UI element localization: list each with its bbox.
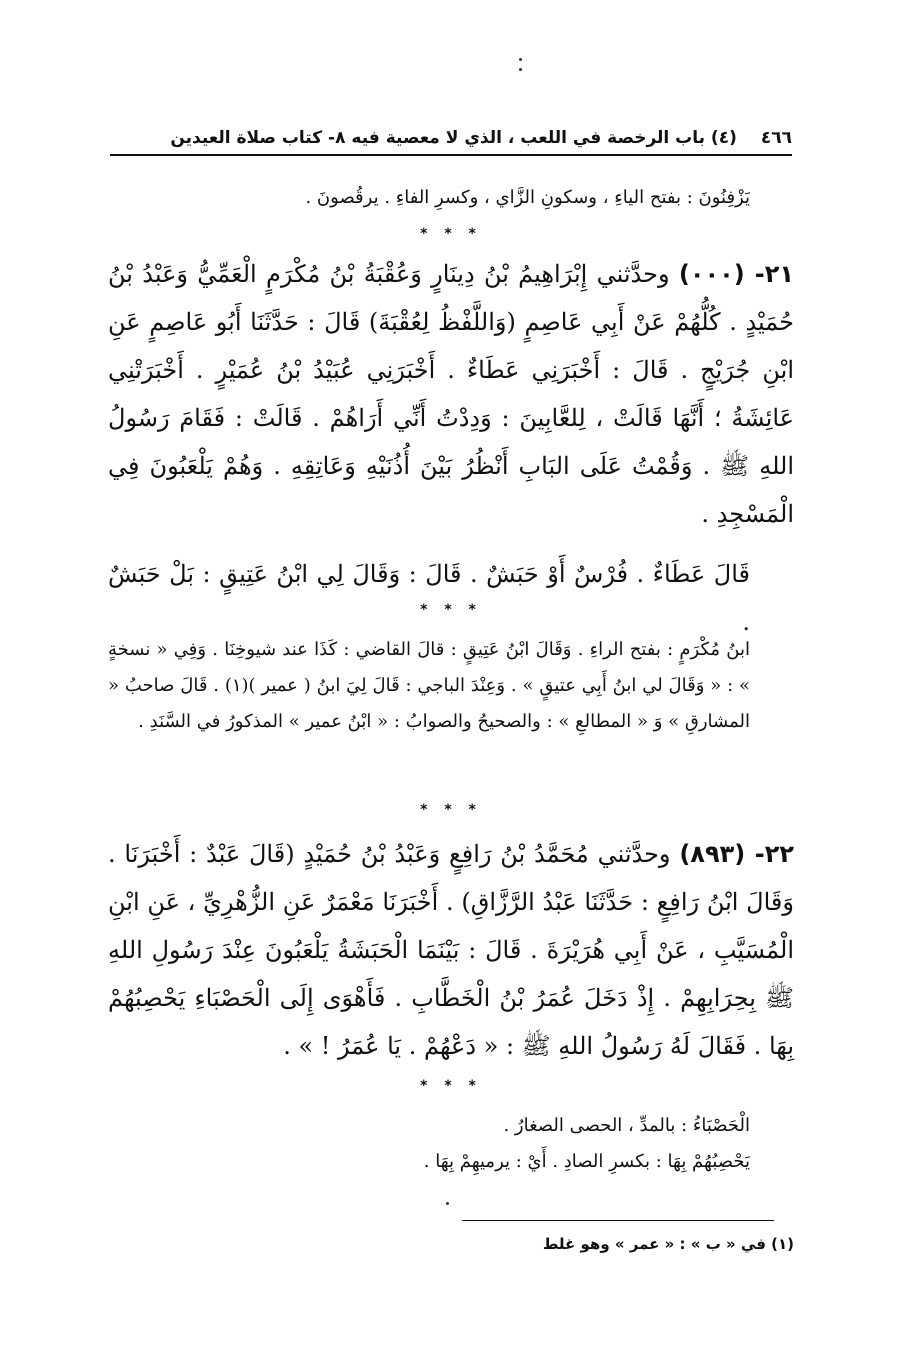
running-head xyxy=(110,126,792,156)
separator-stars: * * * xyxy=(420,1078,482,1094)
footnote: (١) في « ب » : « عمر » وهو غلط xyxy=(542,1235,794,1253)
hadith-number: ٢١- (٠٠٠) xyxy=(678,260,795,288)
note-hadith-21: ابنُ مُكْرَمٍ : بفتح الراءِ . وَقَالَ ابْنُ عَتِيقٍ : قالَ القاضي : كَذَا عند شيوخِنَا . وَفِي « نسخةٍ » : « وَقَالَ لي ابنُ أَبِي عتيقٍ » . وَعِنْدَ الباجي : قَالَ لِيَ ابنُ ( عمير )(١) . قَالَ صاحبُ « المشارقِ » وَ « المطالعِ » : والصحيحُ والصوابُ : « ابْنُ عمير » المذكورُ في السَّنَدِ . xyxy=(108,639,750,732)
speck-mark xyxy=(446,1202,449,1205)
separator-stars: * * * xyxy=(420,802,482,818)
hadith-text: وحدَّثني مُحَمَّدُ بْنُ رَافِعٍ وَعَبْدُ بْنُ حُمَيْدٍ (قَالَ عَبْدٌ : أَخْبَرَنَا . وَقَالَ ابْنُ رَافِعٍ : حَدَّثَنَا عَبْدُ الرَّزَّاقِ) . أَخْبَرَنَا مَعْمَرٌ عَنِ الزُّهْرِيِّ ، عَنِ ابْنِ الْمُسَيَّبِ ، عَنْ أَبِي هُرَيْرَةَ . قَالَ : بَيْنَمَا الْحَبَشَةُ يَلْعَبُونَ عِنْدَ رَسُولِ اللهِ ﷺ بِحِرَابِهِمْ . إِذْ دَخَلَ عُمَرُ بْنُ الْخَطَّابِ . فَأَهْوَى إِلَى الْحَصْبَاءِ يَحْصِبُهُمْ بِهَا . فَقَالَ لَهُ رَسُولُ اللهِ ﷺ : « دَعْهُمْ . يَا عُمَرُ ! » . xyxy=(108,840,794,1060)
separator-stars: * * * xyxy=(420,226,482,242)
hadith-text: وحدَّثني إِبْرَاهِيمُ بْنُ دِينَارٍ وَعُقْبَةُ بْنُ مُكْرَمٍ الْعَمِّيُّ وَعَبْدُ بْنُ حُمَيْدٍ . كُلُّهُمْ عَنْ أَبِي عَاصِمٍ (وَاللَّفْظُ لِعُقْبَةَ) قَالَ : حَدَّثَنَا أَبُو عَاصِمٍ عَنِ ابْنِ جُرَيْجٍ . قَالَ : أَخْبَرَنِي عَطَاءٌ . أَخْبَرَنِي عُبَيْدُ بْنُ عُمَيْرٍ . أَخْبَرَتْنِي عَائِشَةُ ؛ أَنَّهَا قَالَتْ ، لِلعَّابِينَ : وَدِدْتُ أَنِّي أَرَاهُمْ . قَالَتْ : فَقَامَ رَسُولُ اللهِ ﷺ . وَقُمْتُ عَلَى البَابِ أَنْظُرُ بَيْنَ أُذُنَيْهِ وَعَاتِقِهِ . وَهُمْ يَلْعَبُونَ فِي الْمَسْجِدِ . xyxy=(108,260,794,528)
page-number: ٤٦٦ xyxy=(760,128,792,148)
footnote-rule xyxy=(462,1220,774,1221)
hadith-22 xyxy=(108,830,794,1070)
hadith-21 xyxy=(108,250,794,538)
running-head-title: (٤) باب الرخصة في اللعب ، الذي لا معصية فيه ٨- كتاب صلاة العيدين xyxy=(170,128,737,148)
separator-stars: * * * xyxy=(420,602,482,618)
gloss-yazfinun: يَزْفِنُونَ : بفتح الياءِ ، وسكونِ الزَّاي ، وكسرِ الفاءِ . يرقُصونَ . xyxy=(305,187,750,208)
hadith-21-addendum: قَالَ عَطَاءٌ . فُرْسٌ أَوْ حَبَشٌ . قَالَ : وَقَالَ لِي ابْنُ عَتِيقٍ : بَلْ حَبَشٌ . xyxy=(108,560,750,636)
note-hadith-22: الْحَصْبَاءُ : بالمدِّ ، الحصى الصغارُ . يَحْصِبُهُمْ بِهَا : بكسرِ الصادِ . أَيْ : يرميهِمْ بِهَا . xyxy=(423,1115,750,1172)
speck-mark xyxy=(519,68,522,71)
speck-mark xyxy=(519,58,522,61)
hadith-number: ٢٢- (٨٩٣) xyxy=(679,840,794,868)
